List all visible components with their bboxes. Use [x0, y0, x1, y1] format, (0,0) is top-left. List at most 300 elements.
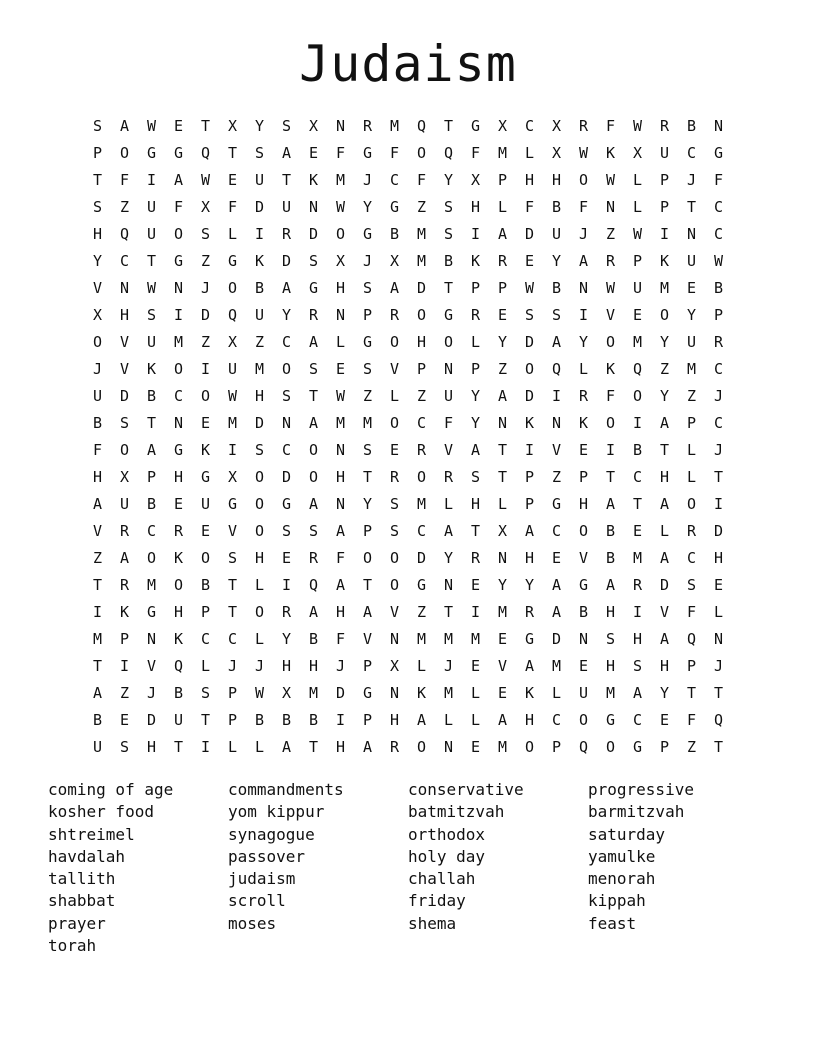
- grid-letter[interactable]: A: [659, 414, 670, 432]
- grid-letter[interactable]: I: [146, 171, 157, 189]
- grid-letter[interactable]: S: [200, 684, 211, 702]
- grid-letter[interactable]: I: [173, 306, 184, 324]
- grid-letter[interactable]: S: [362, 360, 373, 378]
- grid-letter[interactable]: U: [281, 198, 292, 216]
- grid-letter[interactable]: Y: [281, 630, 292, 648]
- grid-letter[interactable]: V: [578, 549, 589, 567]
- grid-letter[interactable]: U: [632, 279, 643, 297]
- grid-letter[interactable]: R: [632, 576, 643, 594]
- grid-letter[interactable]: U: [92, 387, 103, 405]
- grid-letter[interactable]: A: [551, 333, 562, 351]
- grid-letter[interactable]: W: [146, 117, 157, 135]
- grid-letter[interactable]: Y: [497, 576, 508, 594]
- grid-letter[interactable]: S: [686, 576, 697, 594]
- grid-letter[interactable]: W: [632, 117, 643, 135]
- grid-letter[interactable]: U: [254, 306, 265, 324]
- grid-letter[interactable]: A: [92, 495, 103, 513]
- grid-letter[interactable]: O: [578, 711, 589, 729]
- grid-letter[interactable]: A: [605, 495, 616, 513]
- grid-letter[interactable]: Z: [200, 333, 211, 351]
- grid-letter[interactable]: R: [389, 306, 400, 324]
- grid-letter[interactable]: V: [389, 603, 400, 621]
- grid-letter[interactable]: U: [227, 360, 238, 378]
- grid-letter[interactable]: P: [362, 711, 373, 729]
- grid-letter[interactable]: C: [416, 414, 427, 432]
- grid-letter[interactable]: L: [335, 333, 346, 351]
- grid-letter[interactable]: O: [146, 549, 157, 567]
- grid-letter[interactable]: D: [659, 576, 670, 594]
- grid-letter[interactable]: J: [362, 171, 373, 189]
- grid-letter[interactable]: B: [173, 684, 184, 702]
- grid-letter[interactable]: R: [659, 117, 670, 135]
- grid-letter[interactable]: L: [443, 495, 454, 513]
- grid-letter[interactable]: S: [308, 360, 319, 378]
- grid-letter[interactable]: T: [659, 441, 670, 459]
- grid-letter[interactable]: E: [335, 360, 346, 378]
- grid-letter[interactable]: A: [308, 495, 319, 513]
- grid-letter[interactable]: J: [686, 171, 697, 189]
- grid-letter[interactable]: R: [173, 522, 184, 540]
- grid-letter[interactable]: X: [497, 117, 508, 135]
- grid-letter[interactable]: D: [281, 468, 292, 486]
- grid-letter[interactable]: E: [632, 522, 643, 540]
- grid-letter[interactable]: G: [173, 144, 184, 162]
- grid-letter[interactable]: Q: [173, 657, 184, 675]
- grid-letter[interactable]: B: [92, 414, 103, 432]
- grid-letter[interactable]: A: [362, 738, 373, 756]
- grid-letter[interactable]: A: [119, 117, 130, 135]
- grid-letter[interactable]: F: [470, 144, 481, 162]
- grid-letter[interactable]: G: [362, 684, 373, 702]
- grid-letter[interactable]: H: [281, 657, 292, 675]
- grid-letter[interactable]: Q: [227, 306, 238, 324]
- grid-letter[interactable]: H: [173, 468, 184, 486]
- grid-letter[interactable]: M: [686, 360, 697, 378]
- grid-letter[interactable]: E: [713, 576, 724, 594]
- grid-letter[interactable]: X: [227, 333, 238, 351]
- grid-letter[interactable]: H: [119, 306, 130, 324]
- grid-letter[interactable]: A: [335, 522, 346, 540]
- grid-letter[interactable]: Y: [686, 306, 697, 324]
- grid-letter[interactable]: R: [578, 117, 589, 135]
- grid-letter[interactable]: G: [227, 252, 238, 270]
- grid-letter[interactable]: O: [416, 144, 427, 162]
- grid-letter[interactable]: G: [281, 495, 292, 513]
- grid-letter[interactable]: K: [200, 441, 211, 459]
- grid-letter[interactable]: A: [443, 522, 454, 540]
- grid-letter[interactable]: M: [497, 738, 508, 756]
- grid-letter[interactable]: P: [92, 144, 103, 162]
- grid-letter[interactable]: L: [497, 495, 508, 513]
- grid-letter[interactable]: O: [389, 549, 400, 567]
- grid-letter[interactable]: T: [470, 522, 481, 540]
- grid-letter[interactable]: F: [686, 603, 697, 621]
- grid-letter[interactable]: L: [227, 738, 238, 756]
- grid-letter[interactable]: P: [227, 711, 238, 729]
- grid-letter[interactable]: R: [605, 252, 616, 270]
- grid-letter[interactable]: H: [254, 549, 265, 567]
- grid-letter[interactable]: A: [308, 333, 319, 351]
- grid-letter[interactable]: H: [713, 549, 724, 567]
- grid-letter[interactable]: R: [119, 522, 130, 540]
- grid-letter[interactable]: I: [551, 387, 562, 405]
- grid-letter[interactable]: M: [335, 171, 346, 189]
- grid-letter[interactable]: O: [524, 360, 535, 378]
- grid-letter[interactable]: I: [281, 576, 292, 594]
- grid-letter[interactable]: S: [551, 306, 562, 324]
- grid-letter[interactable]: D: [200, 306, 211, 324]
- grid-letter[interactable]: K: [659, 252, 670, 270]
- grid-letter[interactable]: P: [146, 468, 157, 486]
- grid-letter[interactable]: N: [335, 441, 346, 459]
- grid-letter[interactable]: H: [335, 603, 346, 621]
- grid-letter[interactable]: C: [200, 630, 211, 648]
- grid-letter[interactable]: B: [551, 279, 562, 297]
- grid-letter[interactable]: F: [713, 171, 724, 189]
- grid-letter[interactable]: G: [308, 279, 319, 297]
- grid-letter[interactable]: V: [119, 333, 130, 351]
- grid-letter[interactable]: M: [416, 630, 427, 648]
- grid-letter[interactable]: A: [362, 603, 373, 621]
- grid-letter[interactable]: H: [524, 549, 535, 567]
- grid-letter[interactable]: K: [173, 630, 184, 648]
- grid-letter[interactable]: W: [632, 225, 643, 243]
- grid-letter[interactable]: H: [416, 333, 427, 351]
- grid-letter[interactable]: E: [119, 711, 130, 729]
- grid-letter[interactable]: M: [551, 657, 562, 675]
- grid-letter[interactable]: P: [659, 738, 670, 756]
- grid-letter[interactable]: F: [389, 144, 400, 162]
- grid-letter[interactable]: V: [497, 657, 508, 675]
- grid-letter[interactable]: X: [389, 252, 400, 270]
- grid-letter[interactable]: S: [605, 630, 616, 648]
- grid-letter[interactable]: W: [605, 171, 616, 189]
- grid-letter[interactable]: L: [389, 387, 400, 405]
- grid-letter[interactable]: N: [119, 279, 130, 297]
- grid-letter[interactable]: N: [335, 306, 346, 324]
- grid-letter[interactable]: T: [200, 117, 211, 135]
- grid-letter[interactable]: T: [146, 252, 157, 270]
- grid-letter[interactable]: U: [146, 225, 157, 243]
- grid-letter[interactable]: N: [443, 360, 454, 378]
- grid-letter[interactable]: G: [362, 225, 373, 243]
- grid-letter[interactable]: J: [254, 657, 265, 675]
- grid-letter[interactable]: D: [416, 549, 427, 567]
- grid-letter[interactable]: E: [659, 711, 670, 729]
- grid-letter[interactable]: S: [308, 522, 319, 540]
- grid-letter[interactable]: Y: [92, 252, 103, 270]
- grid-letter[interactable]: F: [416, 171, 427, 189]
- grid-letter[interactable]: D: [281, 252, 292, 270]
- grid-letter[interactable]: E: [173, 495, 184, 513]
- grid-letter[interactable]: Q: [686, 630, 697, 648]
- grid-letter[interactable]: J: [362, 252, 373, 270]
- grid-letter[interactable]: U: [254, 171, 265, 189]
- grid-letter[interactable]: O: [173, 360, 184, 378]
- grid-letter[interactable]: K: [605, 144, 616, 162]
- grid-letter[interactable]: J: [713, 441, 724, 459]
- grid-letter[interactable]: G: [605, 711, 616, 729]
- grid-letter[interactable]: M: [632, 333, 643, 351]
- grid-letter[interactable]: T: [362, 468, 373, 486]
- grid-letter[interactable]: Z: [551, 468, 562, 486]
- grid-letter[interactable]: Y: [443, 549, 454, 567]
- grid-letter[interactable]: L: [470, 711, 481, 729]
- grid-letter[interactable]: D: [524, 225, 535, 243]
- grid-letter[interactable]: N: [146, 630, 157, 648]
- grid-letter[interactable]: Z: [92, 549, 103, 567]
- grid-letter[interactable]: S: [362, 279, 373, 297]
- grid-letter[interactable]: J: [92, 360, 103, 378]
- grid-letter[interactable]: B: [443, 252, 454, 270]
- grid-letter[interactable]: T: [686, 684, 697, 702]
- grid-letter[interactable]: R: [389, 738, 400, 756]
- grid-letter[interactable]: S: [443, 225, 454, 243]
- grid-letter[interactable]: Y: [470, 387, 481, 405]
- grid-letter[interactable]: M: [173, 333, 184, 351]
- grid-letter[interactable]: A: [497, 711, 508, 729]
- grid-letter[interactable]: W: [524, 279, 535, 297]
- grid-letter[interactable]: D: [335, 684, 346, 702]
- grid-letter[interactable]: M: [416, 225, 427, 243]
- grid-letter[interactable]: L: [470, 333, 481, 351]
- grid-letter[interactable]: G: [578, 576, 589, 594]
- grid-letter[interactable]: A: [632, 684, 643, 702]
- grid-letter[interactable]: T: [200, 711, 211, 729]
- grid-letter[interactable]: X: [227, 468, 238, 486]
- grid-letter[interactable]: S: [254, 144, 265, 162]
- grid-letter[interactable]: E: [497, 306, 508, 324]
- grid-letter[interactable]: T: [308, 387, 319, 405]
- grid-letter[interactable]: O: [443, 333, 454, 351]
- grid-letter[interactable]: V: [605, 306, 616, 324]
- grid-letter[interactable]: A: [389, 279, 400, 297]
- grid-letter[interactable]: Z: [362, 387, 373, 405]
- grid-letter[interactable]: T: [173, 738, 184, 756]
- grid-letter[interactable]: K: [524, 684, 535, 702]
- grid-letter[interactable]: P: [497, 279, 508, 297]
- grid-letter[interactable]: T: [497, 468, 508, 486]
- grid-letter[interactable]: O: [686, 495, 697, 513]
- grid-letter[interactable]: I: [578, 306, 589, 324]
- grid-letter[interactable]: G: [200, 468, 211, 486]
- grid-letter[interactable]: R: [497, 252, 508, 270]
- grid-letter[interactable]: K: [470, 252, 481, 270]
- grid-letter[interactable]: H: [470, 198, 481, 216]
- grid-letter[interactable]: Y: [659, 333, 670, 351]
- grid-letter[interactable]: E: [551, 549, 562, 567]
- grid-letter[interactable]: I: [524, 441, 535, 459]
- grid-letter[interactable]: R: [470, 549, 481, 567]
- grid-letter[interactable]: W: [254, 684, 265, 702]
- grid-letter[interactable]: O: [605, 414, 616, 432]
- grid-letter[interactable]: P: [524, 468, 535, 486]
- grid-letter[interactable]: I: [200, 360, 211, 378]
- grid-letter[interactable]: H: [335, 279, 346, 297]
- grid-letter[interactable]: J: [335, 657, 346, 675]
- grid-letter[interactable]: M: [92, 630, 103, 648]
- grid-letter[interactable]: F: [578, 198, 589, 216]
- grid-letter[interactable]: H: [308, 657, 319, 675]
- grid-letter[interactable]: T: [227, 576, 238, 594]
- grid-letter[interactable]: T: [92, 576, 103, 594]
- grid-letter[interactable]: F: [335, 630, 346, 648]
- grid-letter[interactable]: D: [146, 711, 157, 729]
- grid-letter[interactable]: A: [146, 441, 157, 459]
- grid-letter[interactable]: C: [281, 441, 292, 459]
- grid-letter[interactable]: Y: [470, 414, 481, 432]
- grid-letter[interactable]: C: [713, 225, 724, 243]
- grid-letter[interactable]: B: [605, 522, 616, 540]
- grid-letter[interactable]: N: [389, 630, 400, 648]
- grid-letter[interactable]: U: [146, 198, 157, 216]
- grid-letter[interactable]: L: [254, 630, 265, 648]
- grid-letter[interactable]: A: [605, 576, 616, 594]
- grid-letter[interactable]: E: [389, 441, 400, 459]
- grid-letter[interactable]: P: [470, 360, 481, 378]
- grid-letter[interactable]: N: [605, 198, 616, 216]
- grid-letter[interactable]: G: [362, 144, 373, 162]
- grid-letter[interactable]: I: [92, 603, 103, 621]
- grid-letter[interactable]: E: [308, 144, 319, 162]
- grid-letter[interactable]: R: [119, 576, 130, 594]
- grid-letter[interactable]: B: [281, 711, 292, 729]
- grid-letter[interactable]: L: [686, 468, 697, 486]
- grid-letter[interactable]: L: [686, 441, 697, 459]
- grid-letter[interactable]: V: [227, 522, 238, 540]
- grid-letter[interactable]: Y: [497, 333, 508, 351]
- grid-letter[interactable]: A: [578, 252, 589, 270]
- grid-letter[interactable]: A: [92, 684, 103, 702]
- grid-letter[interactable]: O: [416, 738, 427, 756]
- grid-letter[interactable]: Q: [713, 711, 724, 729]
- grid-letter[interactable]: S: [92, 198, 103, 216]
- grid-letter[interactable]: C: [713, 198, 724, 216]
- grid-letter[interactable]: M: [416, 252, 427, 270]
- grid-letter[interactable]: U: [686, 333, 697, 351]
- grid-letter[interactable]: M: [416, 495, 427, 513]
- grid-letter[interactable]: H: [470, 495, 481, 513]
- grid-letter[interactable]: D: [713, 522, 724, 540]
- grid-letter[interactable]: S: [146, 306, 157, 324]
- grid-letter[interactable]: N: [443, 576, 454, 594]
- grid-letter[interactable]: D: [524, 387, 535, 405]
- grid-letter[interactable]: U: [578, 684, 589, 702]
- grid-letter[interactable]: X: [92, 306, 103, 324]
- grid-letter[interactable]: R: [308, 549, 319, 567]
- grid-letter[interactable]: H: [551, 171, 562, 189]
- grid-letter[interactable]: O: [389, 576, 400, 594]
- grid-letter[interactable]: X: [227, 117, 238, 135]
- grid-letter[interactable]: K: [173, 549, 184, 567]
- grid-letter[interactable]: T: [362, 576, 373, 594]
- grid-letter[interactable]: Z: [686, 387, 697, 405]
- grid-letter[interactable]: B: [92, 711, 103, 729]
- grid-letter[interactable]: T: [632, 495, 643, 513]
- grid-letter[interactable]: G: [227, 495, 238, 513]
- grid-letter[interactable]: P: [686, 657, 697, 675]
- grid-letter[interactable]: P: [659, 171, 670, 189]
- grid-letter[interactable]: Y: [524, 576, 535, 594]
- grid-letter[interactable]: K: [146, 360, 157, 378]
- grid-letter[interactable]: O: [308, 468, 319, 486]
- grid-letter[interactable]: K: [308, 171, 319, 189]
- grid-letter[interactable]: S: [281, 387, 292, 405]
- grid-letter[interactable]: D: [416, 279, 427, 297]
- grid-letter[interactable]: A: [659, 630, 670, 648]
- grid-letter[interactable]: K: [254, 252, 265, 270]
- grid-letter[interactable]: C: [551, 522, 562, 540]
- grid-letter[interactable]: D: [551, 630, 562, 648]
- grid-letter[interactable]: U: [443, 387, 454, 405]
- grid-letter[interactable]: V: [146, 657, 157, 675]
- grid-letter[interactable]: L: [632, 198, 643, 216]
- grid-letter[interactable]: B: [389, 225, 400, 243]
- grid-letter[interactable]: H: [254, 387, 265, 405]
- grid-letter[interactable]: K: [416, 684, 427, 702]
- grid-letter[interactable]: F: [335, 144, 346, 162]
- grid-letter[interactable]: X: [281, 684, 292, 702]
- grid-letter[interactable]: A: [470, 441, 481, 459]
- grid-letter[interactable]: D: [254, 414, 265, 432]
- grid-letter[interactable]: B: [308, 711, 319, 729]
- grid-letter[interactable]: H: [92, 468, 103, 486]
- grid-letter[interactable]: C: [173, 387, 184, 405]
- grid-letter[interactable]: H: [605, 603, 616, 621]
- grid-letter[interactable]: Q: [416, 117, 427, 135]
- grid-letter[interactable]: O: [254, 603, 265, 621]
- grid-letter[interactable]: D: [308, 225, 319, 243]
- grid-letter[interactable]: S: [632, 657, 643, 675]
- grid-letter[interactable]: M: [470, 630, 481, 648]
- grid-letter[interactable]: V: [443, 441, 454, 459]
- grid-letter[interactable]: R: [686, 522, 697, 540]
- grid-letter[interactable]: X: [497, 522, 508, 540]
- grid-letter[interactable]: M: [227, 414, 238, 432]
- grid-letter[interactable]: V: [92, 279, 103, 297]
- grid-letter[interactable]: Z: [416, 603, 427, 621]
- grid-letter[interactable]: P: [470, 279, 481, 297]
- grid-letter[interactable]: W: [605, 279, 616, 297]
- grid-letter[interactable]: T: [146, 414, 157, 432]
- grid-letter[interactable]: P: [362, 522, 373, 540]
- grid-letter[interactable]: H: [524, 711, 535, 729]
- grid-letter[interactable]: S: [200, 225, 211, 243]
- grid-letter[interactable]: H: [146, 738, 157, 756]
- grid-letter[interactable]: C: [146, 522, 157, 540]
- grid-letter[interactable]: P: [578, 468, 589, 486]
- grid-letter[interactable]: S: [281, 117, 292, 135]
- grid-letter[interactable]: O: [173, 576, 184, 594]
- grid-letter[interactable]: I: [632, 603, 643, 621]
- grid-letter[interactable]: P: [659, 198, 670, 216]
- grid-letter[interactable]: B: [200, 576, 211, 594]
- grid-letter[interactable]: K: [578, 414, 589, 432]
- grid-letter[interactable]: T: [308, 738, 319, 756]
- grid-letter[interactable]: M: [362, 414, 373, 432]
- grid-letter[interactable]: T: [227, 144, 238, 162]
- grid-letter[interactable]: Q: [119, 225, 130, 243]
- grid-letter[interactable]: A: [551, 576, 562, 594]
- grid-letter[interactable]: U: [659, 144, 670, 162]
- grid-letter[interactable]: O: [659, 306, 670, 324]
- grid-letter[interactable]: P: [524, 495, 535, 513]
- grid-letter[interactable]: U: [551, 225, 562, 243]
- grid-letter[interactable]: T: [227, 603, 238, 621]
- grid-letter[interactable]: O: [308, 441, 319, 459]
- grid-letter[interactable]: L: [524, 144, 535, 162]
- grid-letter[interactable]: E: [200, 522, 211, 540]
